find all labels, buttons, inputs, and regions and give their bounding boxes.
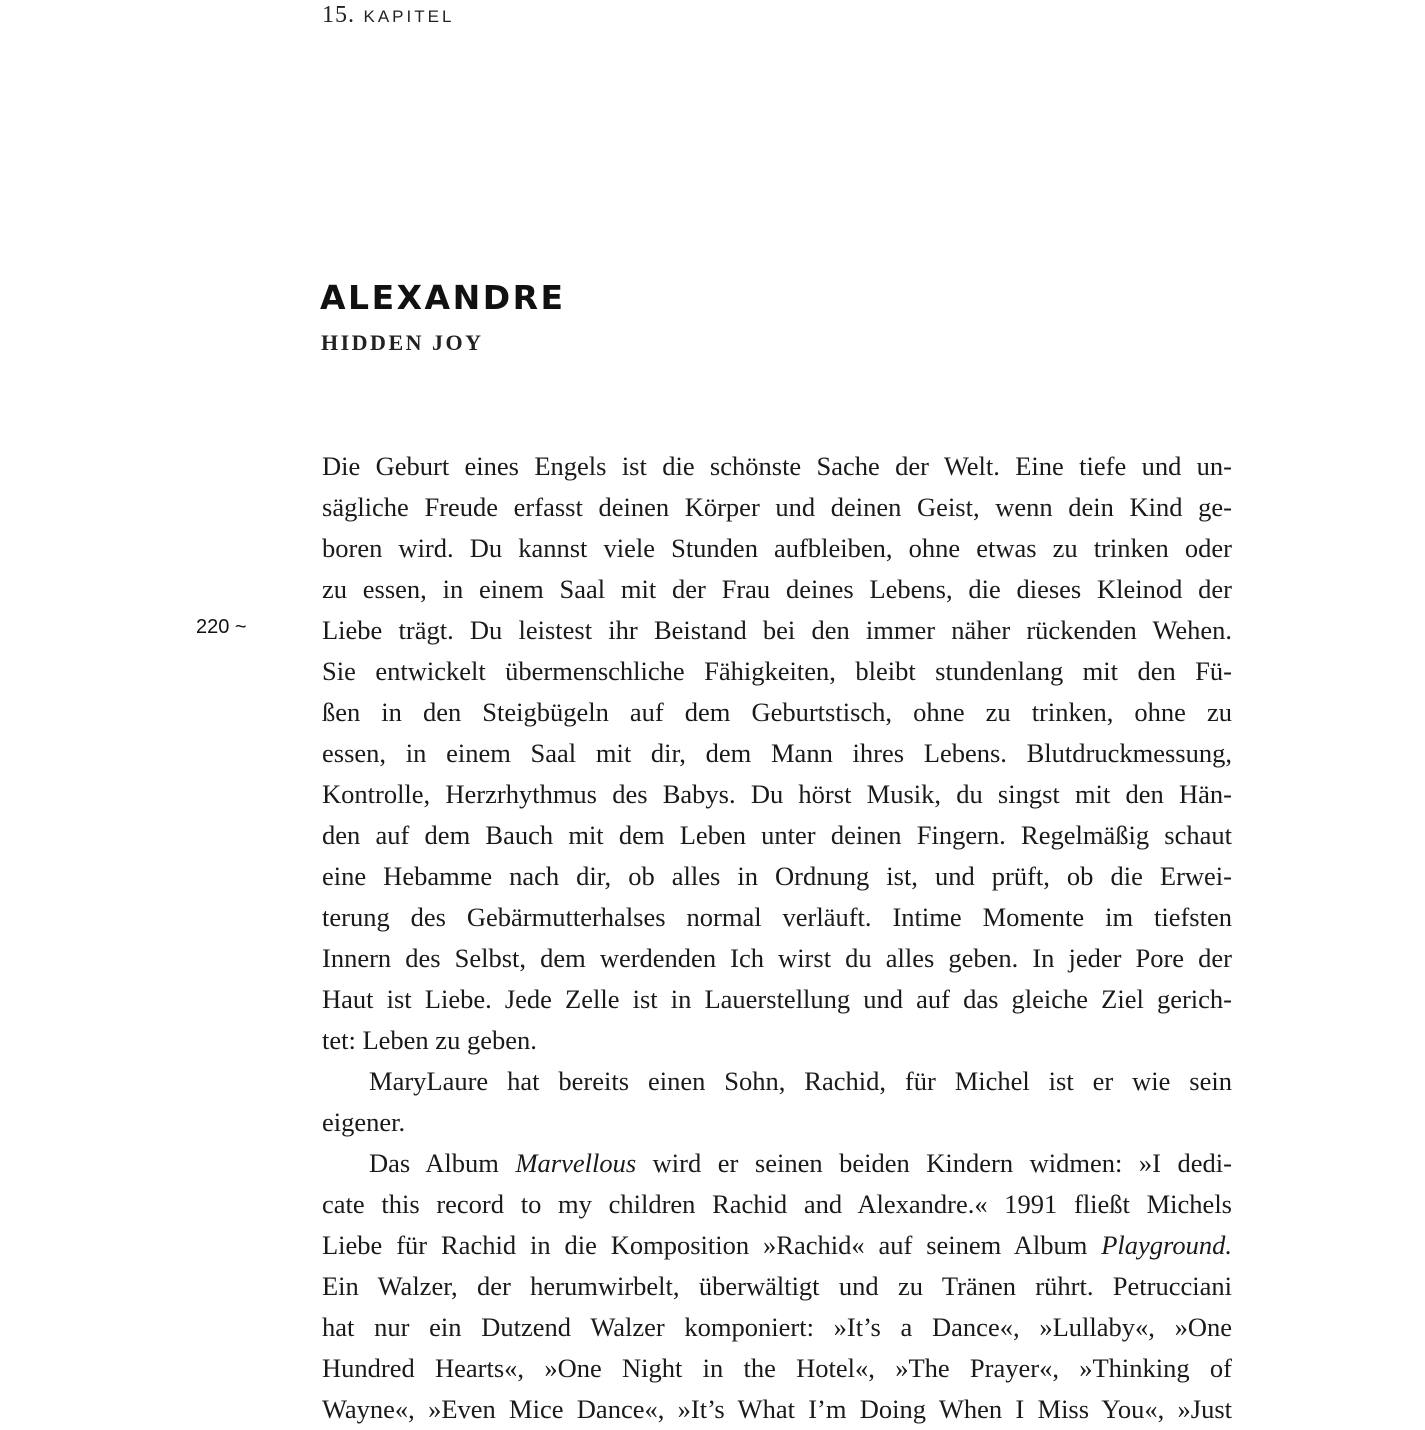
album-title-marvellous: Marvellous — [515, 1148, 637, 1178]
text-line: Hundred Hearts«, »One Night in the Hotel«, »The Prayer«, »Thinking of — [322, 1353, 1232, 1383]
text-line: eine Hebamme nach dir, ob alles in Ordnung ist, und prüft, ob die Erwei- — [322, 861, 1232, 891]
text-line: Die Geburt eines Engels ist die schönste Sache der Welt. Eine tiefe und un- — [322, 451, 1232, 481]
text-line: Kontrolle, Herzrhythmus des Babys. Du hörst Musik, du singst mit den Hän- — [322, 779, 1232, 809]
text-segment: wird er seinen beiden Kindern widmen: »I dedi- — [636, 1148, 1232, 1178]
text-line: Haut ist Liebe. Jede Zelle ist in Lauerstellung und auf das gleiche Ziel gerich- — [322, 984, 1232, 1014]
text-line: essen, in einem Saal mit dir, dem Mann ihres Lebens. Blutdruckmessung, — [322, 738, 1232, 768]
text-line: MaryLaure hat bereits einen Sohn, Rachid, für Michel ist er wie sein — [369, 1066, 1232, 1096]
text-line: zu essen, in einem Saal mit der Frau deines Lebens, die dieses Kleinod der — [322, 574, 1232, 604]
chapter-number: 15. — [322, 2, 355, 28]
text-line: terung des Gebärmutterhalses normal verläuft. Intime Momente im tiefsten — [322, 902, 1232, 932]
text-line: den auf dem Bauch mit dem Leben unter deinen Fingern. Regelmäßig schaut — [322, 820, 1232, 850]
body-text — [322, 446, 1232, 1430]
text-line: Liebe trägt. Du leistest ihr Beistand bei den immer näher rückenden Wehen. — [322, 615, 1232, 645]
text-segment: Das Album — [369, 1148, 516, 1178]
text-line: ßen in den Steigbügeln auf dem Geburtstisch, ohne zu trinken, ohne zu — [322, 697, 1232, 727]
text-line-marvellous — [322, 1143, 1232, 1184]
text-line: Sie entwickelt übermenschliche Fähigkeiten, bleibt stundenlang mit den Fü- — [322, 656, 1232, 686]
album-title-playground: Playground. — [1101, 1230, 1232, 1260]
text-line: tet: Leben zu geben. — [322, 1025, 537, 1055]
chapter-subtitle: HIDDEN JOY — [321, 330, 484, 355]
text-segment: Liebe für Rachid in die Komposition »Rachid« auf seinem Album — [322, 1230, 1102, 1260]
text-line: sägliche Freude erfasst deinen Körper und deinen Geist, wenn dein Kind ge- — [322, 492, 1232, 522]
text-line: Wayne«, »Even Mice Dance«, »It’s What I’m Doing When I Miss You«, »Just — [322, 1394, 1232, 1424]
chapter-label: KAPITEL — [363, 7, 455, 26]
text-line: cate this record to my children Rachid and Alexandre.« 1991 fließt Michels — [322, 1189, 1232, 1219]
chapter-title: ALEXANDRE — [320, 278, 566, 317]
text-line: Innern des Selbst, dem werdenden Ich wirst du alles geben. In jeder Pore der — [322, 943, 1232, 973]
text-line: eigener. — [322, 1107, 406, 1137]
text-line: hat nur ein Dutzend Walzer komponiert: »It’s a Dance«, »Lullaby«, »One — [322, 1312, 1232, 1342]
page-number: 220 ~ — [196, 616, 247, 638]
text-line: boren wird. Du kannst viele Stunden aufbleiben, ohne etwas zu trinken oder — [322, 533, 1232, 563]
running-head — [322, 2, 454, 29]
text-line: Ein Walzer, der herumwirbelt, überwältigt und zu Tränen rührt. Petrucciani — [322, 1271, 1232, 1301]
text-line-playground — [322, 1225, 1232, 1266]
